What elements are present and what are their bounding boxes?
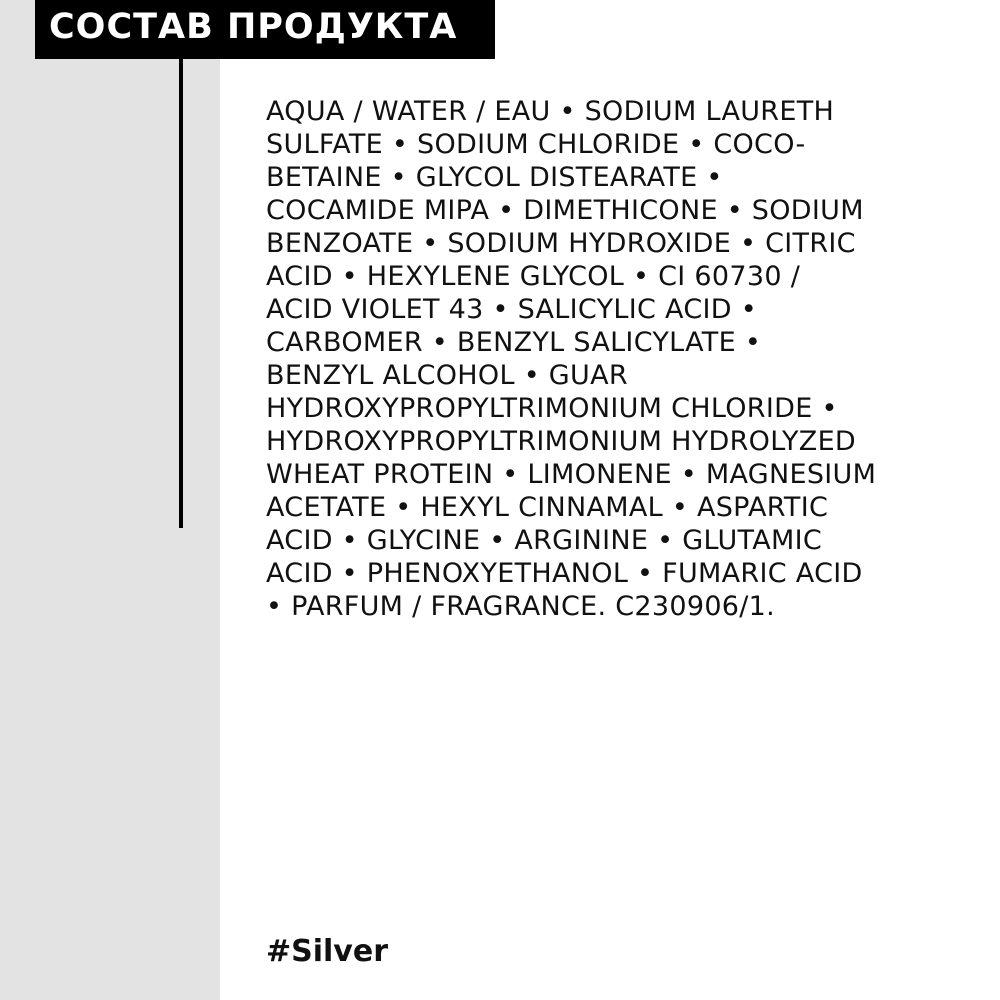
title-bar <box>35 0 495 59</box>
page-title: СОСТАВ ПРОДУКТА <box>49 7 458 47</box>
ingredients-list: AQUA / WATER / EAU • SODIUM LAURETH SULFATE • SODIUM CHLORIDE • COCO- BETAINE • GLYCOL DISTEARATE • COCAMIDE MIPA • DIMETHICONE • SODIUM BENZOATE • SODIUM HYDROXIDE • CITRIC ACID • HEXYLENE GLYCOL • CI 60730 / ACID VIOLET 43 • SALICYLIC ACID • CARBOMER • BENZYL SALICYLATE • BENZYL ALCOHOL • GUAR HYDROXYPROPYLTRIMONIUM CHLORIDE • HYDROXYPROPYLTRIMONIUM HYDROLYZED WHEAT PROTEIN • LIMONENE • MAGNESIUM ACETATE • HEXYL CINNAMAL • ASPARTIC ACID • GLYCINE • ARGININE • GLUTAMIC ACID • PHENOXYETHANOL • FUMARIC ACID • PARFUM / FRAGRANCE. C230906/1. <box>266 96 877 622</box>
left-gray-panel <box>0 0 220 1000</box>
product-tag: #Silver <box>266 934 389 969</box>
vertical-divider <box>179 59 183 528</box>
